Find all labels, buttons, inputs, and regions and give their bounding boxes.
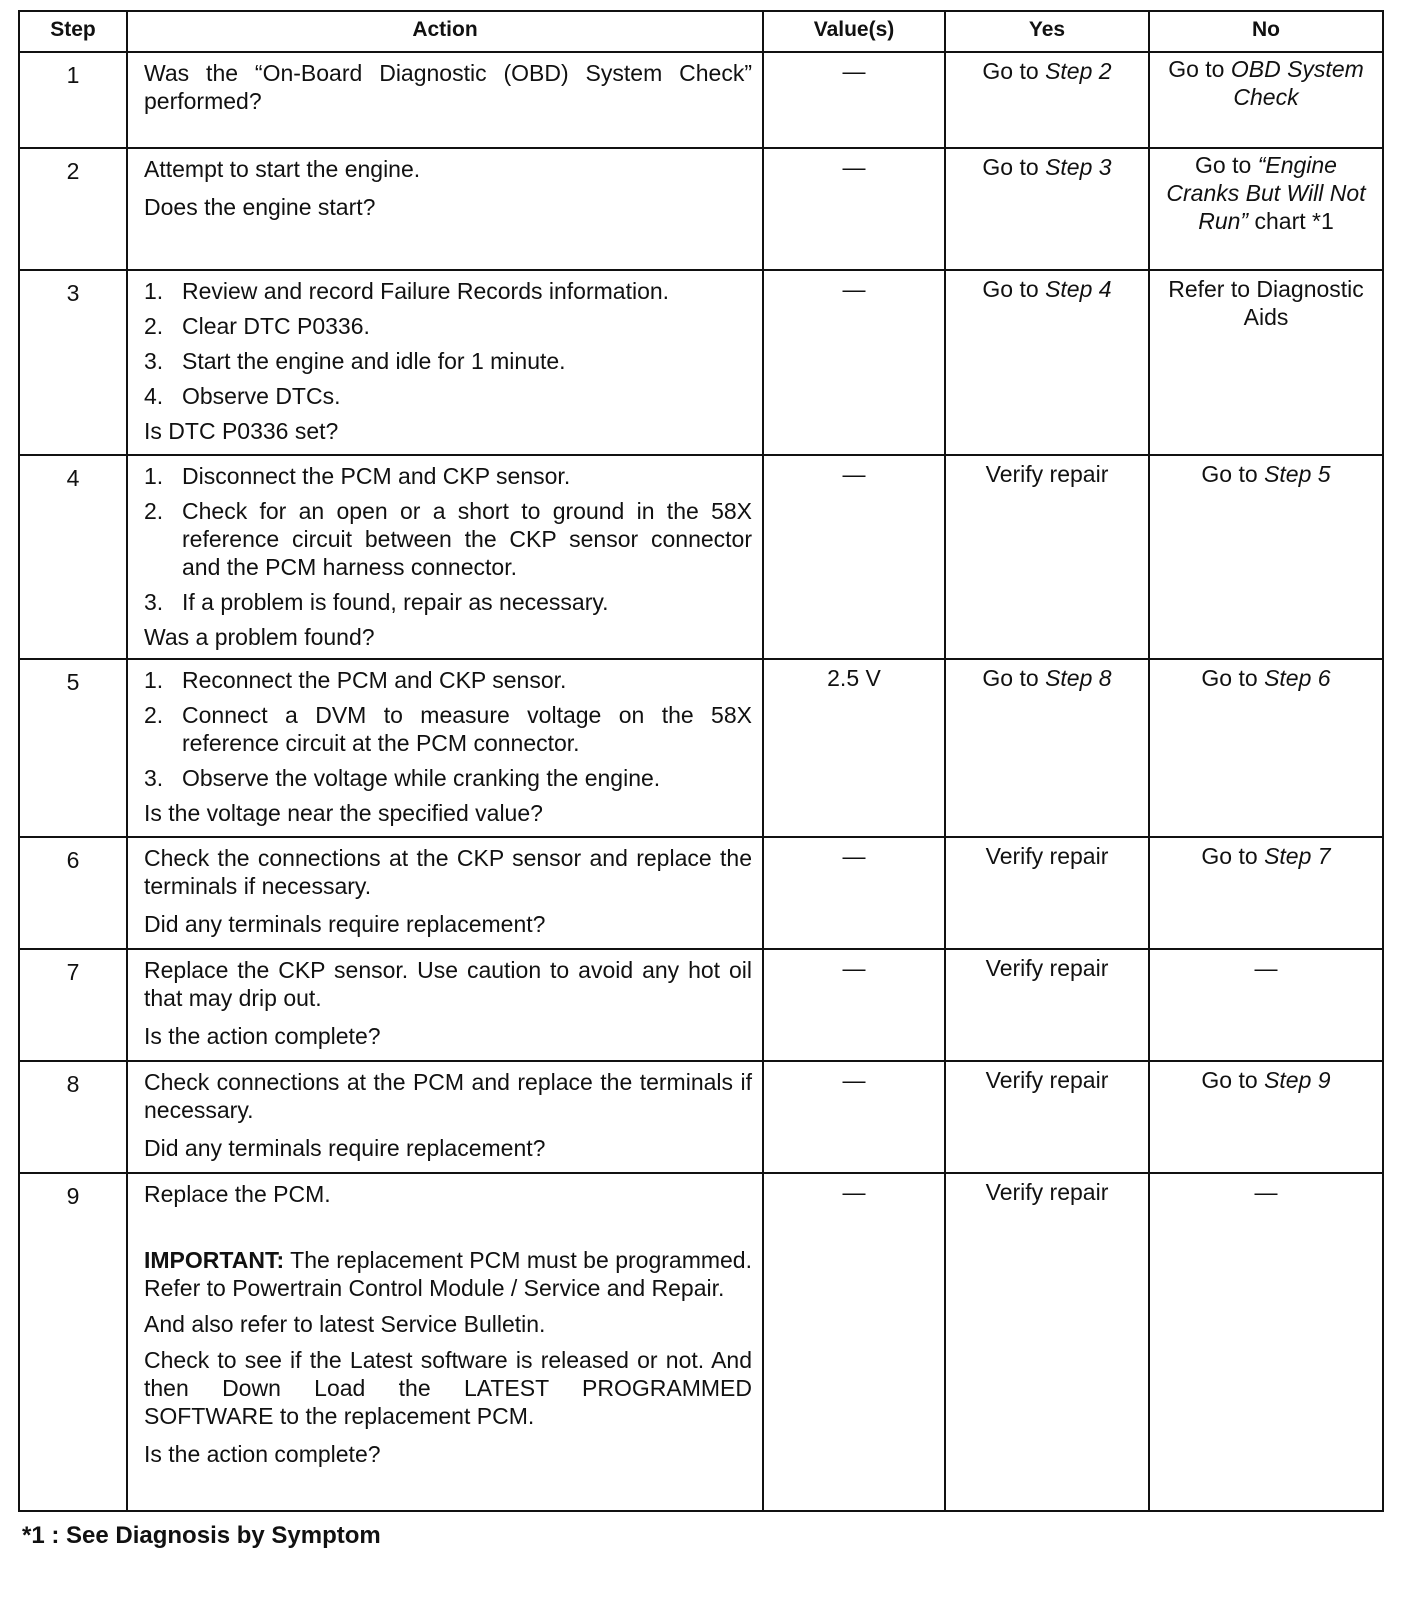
yes-prefix: Go to [982,154,1039,180]
no-prefix: Go to [1195,152,1252,178]
value-cell: — [763,455,945,659]
action-text: Attempt to start the engine. [144,156,421,182]
yes-cell [945,52,1149,148]
table-row-step-1 [19,52,1383,148]
list-item: 3. Start the engine and idle for 1 minute. [144,348,566,374]
action-list [144,462,752,616]
yes-prefix: Go to [982,276,1039,302]
value-cell: — [763,1061,945,1173]
yes-step-link[interactable]: Step 8 [1045,665,1112,691]
action-question: Is the voltage near the specified value? [144,800,543,826]
important-label: IMPORTANT: [144,1247,285,1273]
no-cell [1149,659,1383,837]
important-text: The replacement PCM must be programmed. Refer to Powertrain Control Module / Service and Repair. [144,1247,752,1301]
table-row-step-7 [19,949,1383,1061]
yes-step-link[interactable]: Step 3 [1045,154,1112,180]
action-list [144,277,752,410]
no-prefix: Go to [1201,665,1258,691]
no-cell [1149,270,1383,455]
no-cell: — [1149,949,1383,1061]
value-cell: — [763,148,945,270]
list-item: 1. Reconnect the PCM and CKP sensor. [144,667,567,693]
action-question: Was a problem found? [144,624,375,650]
yes-cell: Verify repair [945,949,1149,1061]
table-row-step-2 [19,148,1383,270]
step-number: 2 [19,148,127,270]
important-note [144,1246,752,1302]
action-cell [127,148,763,270]
step-number: 8 [19,1061,127,1173]
action-cell [127,837,763,949]
action-cell [127,270,763,455]
footnote: *1 : See Diagnosis by Symptom [22,1522,381,1549]
step-number: 9 [19,1173,127,1511]
no-diagnostic-aids-link[interactable]: Refer to Diagnostic Aids [1168,276,1364,330]
table-row-step-8 [19,1061,1383,1173]
action-cell [127,52,763,148]
bulletin-text: And also refer to latest Service Bulletin. [144,1311,546,1337]
list-item: 2. Check for an open or a short to ground in the 58X reference circuit between the CKP sensor connector and the PCM harness connector. [144,498,752,580]
value-cell: — [763,1173,945,1511]
list-item: 3. If a problem is found, repair as necessary. [144,589,609,615]
yes-cell: Verify repair [945,1061,1149,1173]
no-step-link[interactable]: Step 7 [1264,843,1331,869]
list-item: 2. Clear DTC P0336. [144,313,370,339]
table-header-row [19,11,1383,52]
no-obd-check-link[interactable]: OBD System Check [1230,56,1364,110]
step-number: 4 [19,455,127,659]
action-cell [127,659,763,837]
action-list [144,666,752,792]
yes-prefix: Go to [982,665,1039,691]
value-cell: — [763,270,945,455]
no-step-link[interactable]: Step 9 [1264,1067,1331,1093]
action-question: Did any terminals require replacement? [144,911,546,937]
header-step: Step [19,11,127,52]
no-cell [1149,1061,1383,1173]
no-prefix: Go to [1201,843,1258,869]
list-item: 1. Review and record Failure Records information. [144,278,670,304]
no-cell: — [1149,1173,1383,1511]
no-cell [1149,148,1383,270]
action-question: Is the action complete? [144,1023,381,1049]
header-yes: Yes [945,11,1149,52]
step-number: 5 [19,659,127,837]
list-item: 3. Observe the voltage while cranking the engine. [144,765,661,791]
table-row-step-4 [19,455,1383,659]
table-row-step-9 [19,1173,1383,1511]
no-step-link[interactable]: Step 5 [1264,461,1331,487]
action-cell [127,1173,763,1511]
yes-cell: Verify repair [945,455,1149,659]
value-cell: — [763,52,945,148]
action-cell [127,949,763,1061]
no-cell [1149,52,1383,148]
table-row-step-5 [19,659,1383,837]
action-question: Is DTC P0336 set? [144,418,339,444]
list-item: 4. Observe DTCs. [144,383,341,409]
no-prefix: Go to [1201,1067,1258,1093]
action-text: Check connections at the PCM and replace the terminals if necessary. [144,1069,752,1123]
software-text: Check to see if the Latest software is released or not. And then Down Load the LATEST PROGRAMMED SOFTWARE to the replacement PCM. [144,1347,752,1429]
action-question: Did any terminals require replacement? [144,1135,546,1161]
list-item: 1. Disconnect the PCM and CKP sensor. [144,463,571,489]
step-number: 1 [19,52,127,148]
no-cell [1149,837,1383,949]
action-text: Was the “On-Board Diagnostic (OBD) System Check” performed? [144,60,752,114]
yes-cell: Verify repair [945,1173,1149,1511]
no-prefix: Go to [1201,461,1258,487]
value-cell: — [763,949,945,1061]
step-number: 7 [19,949,127,1061]
yes-cell [945,148,1149,270]
header-action: Action [127,11,763,52]
action-question: Does the engine start? [144,194,376,220]
action-cell [127,455,763,659]
no-step-link[interactable]: Step 6 [1264,665,1331,691]
no-cell [1149,455,1383,659]
yes-prefix: Go to [982,58,1039,84]
no-chart-link[interactable]: “Engine Cranks But Will Not Run” [1166,152,1366,234]
list-item: 2. Connect a DVM to measure voltage on the 58X reference circuit at the PCM connector. [144,702,752,756]
yes-step-link[interactable]: Step 4 [1045,276,1112,302]
action-text: Replace the PCM. [144,1181,331,1207]
yes-cell: Verify repair [945,837,1149,949]
value-cell: 2.5 V [763,659,945,837]
action-question: Is the action complete? [144,1441,381,1467]
value-cell: — [763,837,945,949]
action-cell [127,1061,763,1173]
step-number: 3 [19,270,127,455]
no-suffix: chart *1 [1254,208,1334,234]
no-prefix: Go to [1168,56,1225,82]
step-number: 6 [19,837,127,949]
table-row-step-3 [19,270,1383,455]
header-values: Value(s) [763,11,945,52]
action-text: Replace the CKP sensor. Use caution to avoid any hot oil that may drip out. [144,957,752,1011]
action-text: Check the connections at the CKP sensor and replace the terminals if necessary. [144,845,752,899]
yes-cell [945,270,1149,455]
yes-cell [945,659,1149,837]
table-row-step-6 [19,837,1383,949]
diagnostic-table [18,10,1384,1512]
header-no: No [1149,11,1383,52]
yes-step-link[interactable]: Step 2 [1045,58,1112,84]
